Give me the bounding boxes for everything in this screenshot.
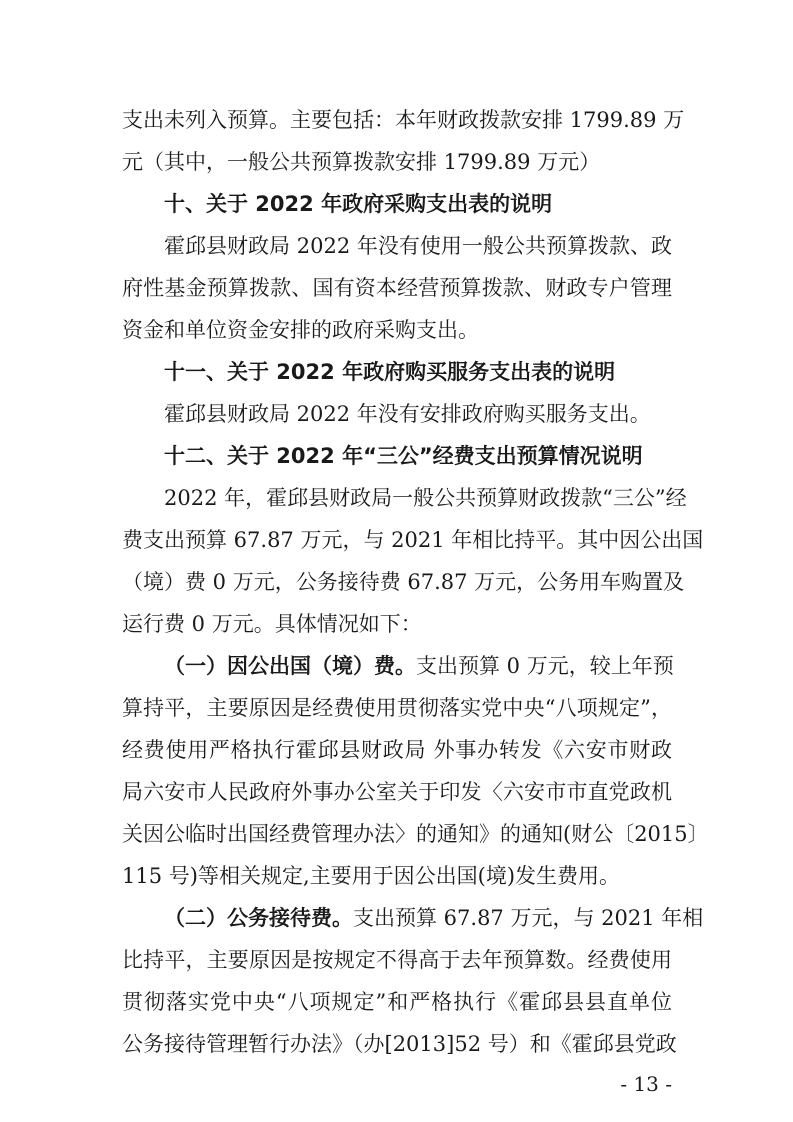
body-text-span: 支出预算 0 万元，较上年预 <box>416 654 674 678</box>
body-text-line: 经费使用严格执行霍邱县财政局 外事办转发《六安市财政 <box>122 738 672 762</box>
body-text-line: 贯彻落实党中央“八项规定”和严格执行《霍邱县县直单位 <box>122 990 672 1014</box>
body-text-line: 资金和单位资金安排的政府采购支出。 <box>122 318 479 342</box>
body-text-line: 2022 年，霍邱县财政局一般公共预算财政拨款“三公”经 <box>164 486 687 510</box>
body-text-line: 府性基金预算拨款、国有资本经营预算拨款、财政专户管理 <box>122 276 672 300</box>
body-text-span: 支出预算 67.87 万元，与 2021 年相 <box>353 906 704 930</box>
page-number: - 13 - <box>620 1072 672 1096</box>
body-text-line: 关因公临时出国经费管理办法〉的通知》的通知(财公〔2015〕 <box>122 822 709 846</box>
body-text-line: 局六安市人民政府外事办公室关于印发〈六安市市直党政机 <box>122 780 672 804</box>
body-text-line: （境）费 0 万元，公务接待费 67.87 万元，公务用车购置及 <box>122 570 685 594</box>
section-heading: 十一、关于 2022 年政府购买服务支出表的说明 <box>164 360 616 384</box>
body-text-line: 算持平，主要原因是经费使用贯彻落实党中央“八项规定”， <box>122 696 672 720</box>
body-text-line <box>164 904 704 932</box>
body-text-line: 霍邱县财政局 2022 年没有安排政府购买服务支出。 <box>164 402 651 426</box>
body-text-line: 支出未列入预算。主要包括：本年财政拨款安排 1799.89 万 <box>122 108 685 132</box>
body-text-line: 运行费 0 万元。具体情况如下： <box>122 612 422 636</box>
subheading-travel-abroad: （一）因公出国（境）费。 <box>164 654 416 678</box>
section-heading: 十二、关于 2022 年“三公”经费支出预算情况说明 <box>164 444 643 468</box>
body-text-line: 公务接待管理暂行办法》（办[2013]52 号）和《霍邱县党政 <box>122 1032 677 1056</box>
body-text-line: 霍邱县财政局 2022 年没有使用一般公共预算拨款、政 <box>164 234 672 258</box>
section-heading: 十、关于 2022 年政府采购支出表的说明 <box>164 192 553 216</box>
subheading-reception: （二）公务接待费。 <box>164 906 353 930</box>
body-text-line: 元（其中，一般公共预算拨款安排 1799.89 万元） <box>122 150 601 174</box>
body-text-line: 费支出预算 67.87 万元，与 2021 年相比持平。其中因公出国 <box>122 528 704 552</box>
body-text-line: 比持平，主要原因是按规定不得高于去年预算数。经费使用 <box>122 948 672 972</box>
body-text-line <box>164 652 672 680</box>
body-text-line: 115 号)等相关规定,主要用于因公出国(境)发生费用。 <box>122 864 621 888</box>
